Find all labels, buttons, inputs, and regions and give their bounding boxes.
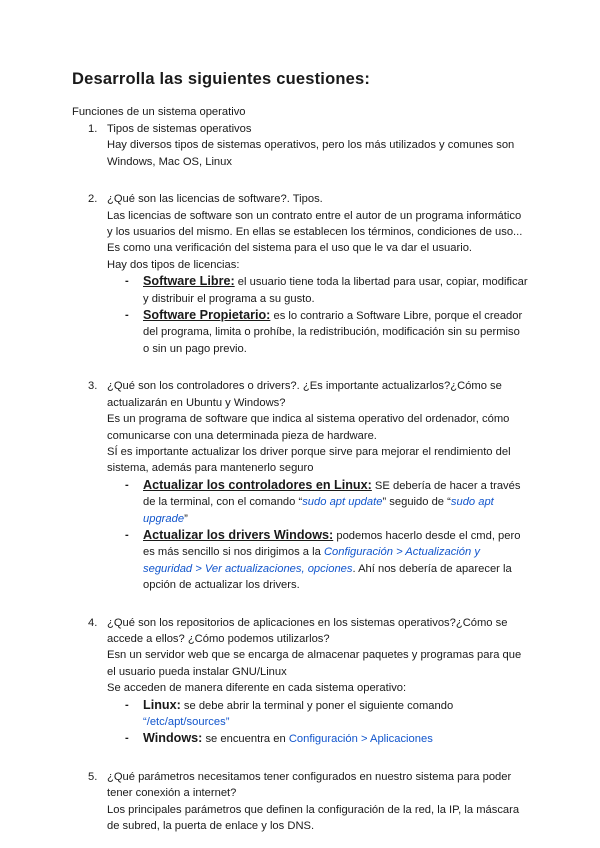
repository-access-linux: [125, 697, 528, 731]
bullet-text: es lo contrario a Software Libre, porque el creador del programa, limita o prohíbe, la redistribución, modificación sin su permiso o sin un pago previo.: [143, 310, 523, 355]
command-sudo-apt-upgrade: sudo apt upgrade: [143, 496, 494, 525]
question-text: ¿Qué son los repositorios de aplicaciones en los sistemas operativos?¿Cómo se accede a ellos? ¿Cómo podemos utilizarlos?: [107, 616, 508, 645]
bullet-text: ” seguido de “: [382, 496, 451, 509]
bullet-text: SE debería de hacer a través de la terminal, con el comando “: [143, 479, 521, 509]
settings-path: Configuración > Actualización y seguridad > Ver actualizaciones, opciones: [143, 546, 480, 575]
answer-text-2: Se acceden de manera diferente en cada sistema operativo:: [107, 682, 407, 695]
license-type-free: [125, 273, 528, 307]
question-item-5: [88, 769, 528, 835]
bullet-dash: -: [125, 309, 129, 322]
bullet-term: Linux:: [143, 697, 181, 712]
question-item-4: [88, 615, 528, 748]
bullet-term: Actualizar los drivers Windows:: [143, 527, 334, 542]
question-text: ¿Qué son los controladores o drivers?. ¿Es importante actualizarlos?¿Cómo se actualizarán en Ubuntu y Windows?: [107, 380, 502, 409]
question-number: 5.: [88, 770, 98, 783]
bullet-term: Software Libre:: [143, 274, 235, 289]
bullet-dash: -: [125, 732, 129, 745]
repository-access-list: [107, 697, 528, 748]
answer-text: Los principales parámetros que definen la configuración de la red, la IP, la máscara de subred, la puerta de enlace y los DNS.: [107, 803, 520, 833]
bullet-text: se encuentra en: [202, 733, 289, 746]
question-number: 2.: [88, 193, 98, 206]
license-type-proprietary: [125, 307, 528, 357]
question-text: Tipos de sistemas operativos: [107, 123, 252, 135]
question-item-1: [88, 121, 528, 170]
bullet-term: Windows:: [143, 731, 203, 746]
question-list: [88, 121, 528, 834]
driver-update-linux: [125, 477, 528, 527]
question-text: ¿Qué son las licencias de software?. Tipos.: [107, 193, 323, 206]
settings-path: Configuración > Aplicaciones: [288, 733, 433, 746]
sources-path: “/etc/apt/sources”: [143, 716, 230, 728]
question-number: 3.: [88, 380, 98, 393]
answer-text: Esn un servidor web que se encarga de almacenar paquetes y programas para que el usuario pueda instalar GNU/Linux: [107, 649, 522, 678]
driver-update-windows: [125, 527, 528, 594]
question-text: ¿Qué parámetros necesitamos tener configurados en nuestro sistema para poder tener conexión a internet?: [107, 770, 512, 800]
bullet-text: ”: [184, 512, 188, 525]
license-type-list: [107, 273, 528, 357]
command-sudo-apt-update: sudo apt update: [302, 496, 383, 509]
bullet-text: . Ahí nos debería de aparecer la opción de actualizar los drivers.: [143, 562, 512, 592]
bullet-dash: -: [125, 478, 129, 491]
bullet-text: podemos hacerlo desde el cmd, pero es más sencillo si nos dirigimos a la: [143, 529, 521, 559]
question-number: 4.: [88, 616, 98, 629]
bullet-dash: -: [125, 528, 129, 541]
answer-text-2: SÍ es importante actualizar los driver porque sirve para mejorar el rendimiento del sistema, además para mantenerlo seguro: [107, 445, 511, 475]
question-item-3: [88, 378, 528, 593]
document-title: Desarrolla las siguientes cuestiones:: [72, 70, 371, 88]
bullet-dash: -: [125, 275, 129, 288]
answer-text: Las licencias de software son un contrato entre el autor de un programa informático y los usuarios del mismo. En ellas se establecen los términos, condiciones de uso... Es como una verificación del sistema para el uso que le va dar el usuario.: [107, 209, 523, 255]
section-heading: Funciones de un sistema operativo: [72, 106, 246, 118]
bullet-dash: -: [125, 698, 129, 711]
answer-text: Hay diversos tipos de sistemas operativos, pero los más utilizados y comunes son Windows, Mac OS, Linux: [107, 139, 515, 168]
repository-access-windows: [125, 730, 528, 747]
bullet-term: Actualizar los controladores en Linux:: [143, 477, 372, 492]
bullet-text: se debe abrir la terminal y poner el siguiente comando: [180, 699, 454, 712]
bullet-term: Software Propietario:: [143, 308, 271, 323]
answer-text: Es un programa de software que indica al sistema operativo del ordenador, cómo comunicarse con una determinada pieza de hardware.: [107, 413, 510, 442]
question-number: 1.: [88, 123, 98, 135]
question-item-2: [88, 191, 528, 357]
bullet-text: el usuario tiene toda la libertad para usar, copiar, modificar y distribuir el programa a su gusto.: [143, 276, 528, 305]
driver-update-list: [107, 477, 528, 594]
license-types-intro: Hay dos tipos de licencias:: [107, 258, 240, 271]
